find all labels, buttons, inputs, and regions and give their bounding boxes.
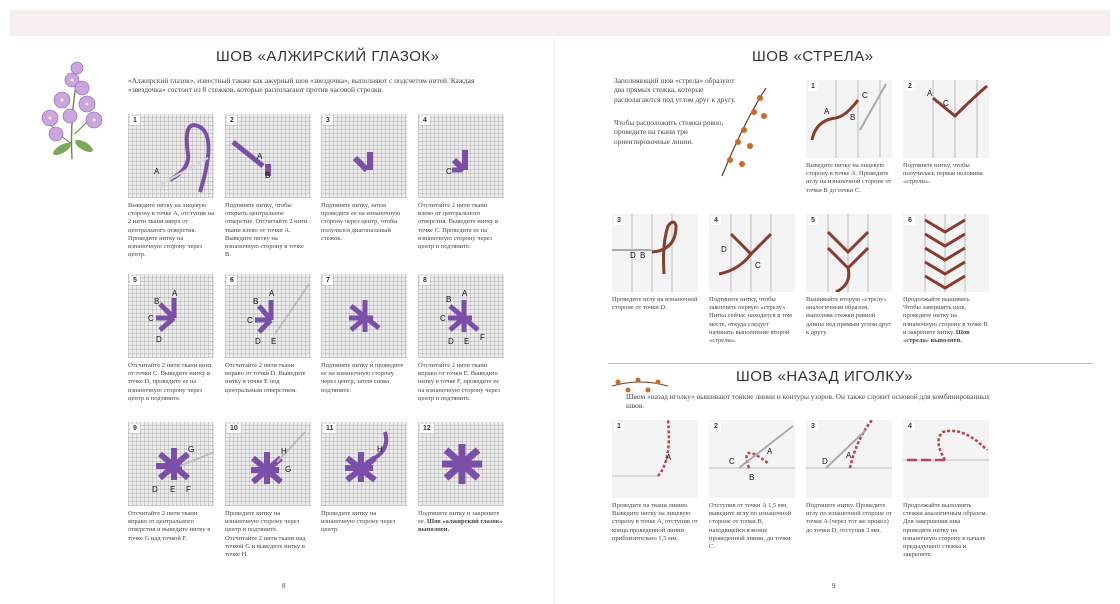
step-caption: Подтяните нитку, затем проведите ее на изнаночную сторону через центр, чтобы получился диагональный стежок. [321,202,401,242]
point-label: D [822,457,828,466]
point-label: A [154,167,160,176]
point-label: C [446,167,452,176]
step-caption: Выведите нитку на лицевую сторону в точке A, отступив на 2 нити ткани вверх от центрального отверстия. Проведите нитку на изнаночную сторону через центр. [128,202,214,259]
step-number: 11 [323,424,336,433]
step-caption: Проведите нитку на изнаночную сторону через центр. [321,510,396,534]
thread-drawing [903,214,989,292]
step-caption: Отсчитайте 2 нити ткани вправо от центрального отверстия и выведите нитку в точке G над точкой F. [128,510,211,542]
thread-drawing [321,114,407,198]
point-label: B [749,473,755,482]
point-label: B [265,171,271,180]
left-page-intro: «Алжирский глазок», известный также как ажурный шов «звездочка», выполняют с подсчетом нитей. Каждая «звездочка» состоит из 8 стежков, которые располагают против часовой стрелки. [128,76,475,95]
arrow-step-4 [709,214,795,345]
thread-drawing [128,422,214,506]
step-photo [903,420,989,498]
point-label: C [148,314,154,323]
step-caption: Подтяните нитку, чтобы открыть центральное отверстие. Отсчитайте 2 нити ткани влево от точки A. Выведите нитку на изнаночную сторону в точке B. [225,202,308,259]
point-label: A [824,107,830,116]
thread-drawing [225,422,311,506]
step-caption: Подтяните нитку. Проведите иглу по изнаночной стороне от точки A (через тот же прокол) до точки D, отступив 3 мм. [806,502,892,534]
point-label: E [464,337,470,346]
point-label: A [172,289,178,298]
point-label: A [927,89,933,98]
step-caption: Выведите нитку на лицевую сторону в точке A. Проведите иглу на изнаночной стороне от точки B до точки C. [806,162,892,194]
point-label: G [285,465,292,474]
arrow-section-title: ШОВ «СТРЕЛА» [752,48,874,65]
point-label: B [640,251,646,260]
step-photo [128,114,214,198]
step-number: 3 [614,216,624,225]
flower-illustration [32,54,112,164]
step-caption: Проведите иглу на изнаночной стороне от точки D. [612,296,698,312]
right-page [560,38,1110,604]
point-label: C [943,99,949,108]
point-label: E [170,485,176,494]
arrow-intro-1: Заполняющий шов «стрела» образуют два прямых стежка, которые располагаются под углом друг к другу. [614,76,736,104]
left-page [10,38,550,604]
step-caption: Вышивайте вторую «стрелу» аналогичным образом, выполняя стежки равной длины под прямым углом друг к другу. [806,296,891,336]
step-number: 10 [227,424,241,433]
alg-step-4 [418,114,504,251]
thread-drawing [903,80,989,158]
backstitch-step-2 [709,420,795,551]
step-number: 5 [808,216,818,225]
backstitch-intro: Швом «назад иголку» вышивают тонкие линии и контуры узоров. Он также служит основой для комбинированных швов. [626,392,990,411]
page-number: 9 [832,582,836,590]
step-number: 4 [905,422,915,431]
point-label: D [152,485,158,494]
point-label: A [767,447,773,456]
arrow-step-3 [612,214,698,312]
step-photo [709,214,795,292]
point-label: B [446,295,452,304]
step-number: 6 [227,276,237,285]
point-label: A [462,289,468,298]
step-photo [903,214,989,292]
thread-drawing [128,114,214,198]
step-caption: Подтяните нитку, чтобы закончить первую «стрелу». Нитка сейчас находится в том месте, откуда следует начинать выполнение второй «стрелы». [709,296,792,345]
step-photo [225,422,311,506]
point-label: D [721,245,727,254]
step-number: 6 [905,216,915,225]
step-caption: Подтяните нитку и закрепите ее. Шов «алжирский глазок» выполнен. [418,510,503,534]
thread-drawing [225,274,311,358]
step-caption: Подтяните нитку, чтобы получилась первая половина «стрелы». [903,162,983,186]
step-number: 1 [614,422,624,431]
page-gutter [554,38,555,604]
backstitch-step-3 [806,420,892,535]
thread-drawing [128,274,214,358]
thread-drawing [709,420,795,498]
arrow-step-2 [903,80,989,187]
thread-drawing [806,80,892,158]
point-label: C [729,457,735,466]
point-label: D [156,335,162,344]
step-caption: Отсчитайте 2 нити ткани вниз от точки C. Выведите нитку в точке D, проведите ее на изнаночную сторону через центр и подтяните. [128,362,212,402]
step-number: 9 [130,424,140,433]
alg-step-9 [128,422,214,543]
point-label: C [247,316,253,325]
step-number: 4 [420,116,430,125]
point-label: B [253,297,259,306]
thread-drawing [418,274,504,358]
backstitch-step-1 [612,420,698,543]
point-label: C [755,261,761,270]
point-label: C [440,314,446,323]
step-number: 2 [227,116,237,125]
top-band [10,10,1110,36]
step-photo [418,114,504,198]
step-photo [806,80,892,158]
alg-step-6 [225,274,311,395]
point-label: D [448,337,454,346]
step-number: 8 [420,276,430,285]
point-label: H [377,445,383,454]
point-label: B [850,113,856,122]
step-photo [806,420,892,498]
point-label: D [255,337,261,346]
alg-step-3 [321,114,407,243]
step-caption: Подтяните нитку и проведите ее на изнаночную сторону через центр, затем снова подтяните. [321,362,404,394]
step-number: 7 [323,276,333,285]
thread-drawing [612,214,698,292]
step-number: 3 [323,116,333,125]
step-caption: Проведите на ткани линию. Выведите нитку на лицевую сторону в точке A, отступив от конца проведенной линии приблизительно 1,5 мм. [612,502,698,542]
step-caption: Отсчитайте 2 нити ткани вправо от точки E. Выведите нитку в точке F, проведите ее на изнаночную сторону через центр и подтяните. [418,362,501,402]
step-photo [903,80,989,158]
step-photo [418,422,504,506]
alg-step-7 [321,274,407,395]
arrow-step-5 [806,214,892,337]
point-label: A [257,152,263,161]
step-caption: Проведите нитку на изнаночную сторону через центр и подтяните. Отсчитайте 2 нити ткани над точкой G и выведите нитку в точке H. [225,510,306,559]
point-label: F [186,485,191,494]
step-photo [225,274,311,358]
thread-drawing [321,274,407,358]
alg-step-8 [418,274,504,403]
point-label: F [480,333,485,342]
arrow-intro-2: Чтобы расположить стежки ровно, проведите на ткани три ориентировочные линии. [614,118,724,146]
arrow-step-6 [903,214,989,345]
thread-drawing [806,214,892,292]
step-caption: Отсчитайте 2 нити ткани вправо от точки D. Выведите нитку в точке E под центральным отверстием. [225,362,306,394]
step-photo [321,114,407,198]
alg-step-2 [225,114,311,259]
alg-step-5 [128,274,214,403]
point-label: A [846,451,852,460]
step-photo [128,274,214,358]
step-number: 1 [808,82,818,91]
step-caption: Отсчитайте 2 нити ткани влево от центрального отверстия. Выведите нитку в точке C. Проведите ее на изнаночную сторону через центр и подтяните. [418,202,499,251]
step-number: 12 [420,424,434,433]
thread-drawing [806,420,892,498]
thread-drawing [903,420,989,498]
arrow-step-1 [806,80,892,195]
point-label: H [281,447,287,456]
point-label: B [154,297,160,306]
point-label: A [269,289,275,298]
step-caption: Продолжайте вышивать. Чтобы завершить шов, проведите нитку на изнаночную сторону в точке B и закрепите нитку. Шов «стрела» выполнен. [903,296,988,345]
thread-drawing [612,420,698,498]
step-number: 3 [808,422,818,431]
step-number: 5 [130,276,140,285]
step-photo [321,274,407,358]
section-divider [608,363,1093,364]
step-number: 2 [905,82,915,91]
alg-step-1 [128,114,214,259]
step-photo [418,274,504,358]
step-photo [612,214,698,292]
thread-drawing [418,422,504,506]
step-number: 4 [711,216,721,225]
point-label: C [862,91,868,100]
step-photo [612,420,698,498]
point-label: G [188,445,195,454]
step-photo [806,214,892,292]
step-number: 2 [711,422,721,431]
left-page-title: ШОВ «АЛЖИРСКИЙ ГЛАЗОК» [216,48,440,65]
step-photo [128,422,214,506]
thread-drawing [418,114,504,198]
point-label: D [630,251,636,260]
backstitch-step-4 [903,420,989,559]
alg-step-10 [225,422,311,559]
step-photo [225,114,311,198]
berry-sprig-illustration [714,82,774,182]
alg-step-12 [418,422,504,535]
alg-step-11 [321,422,407,535]
backstitch-section-title: ШОВ «НАЗАД ИГОЛКУ» [736,368,913,385]
step-number: 1 [130,116,140,125]
step-photo [709,420,795,498]
thread-drawing [225,114,311,198]
step-caption: Продолжайте выполнять стежки аналогичным образом. Для завершения шва проведите нитку на изнаночную сторону в начале предыдущего стежка и закрепите. [903,502,988,559]
step-caption: Отступив от точки A 1,5 мм, выведите иглу по изнаночной стороне от точки B, находящейся в конце проведенной линии, до точки C. [709,502,792,551]
thread-drawing [321,422,407,506]
step-photo [321,422,407,506]
page-number: 8 [282,582,286,590]
point-label: A [666,453,672,462]
thread-drawing [709,214,795,292]
point-label: E [271,337,277,346]
